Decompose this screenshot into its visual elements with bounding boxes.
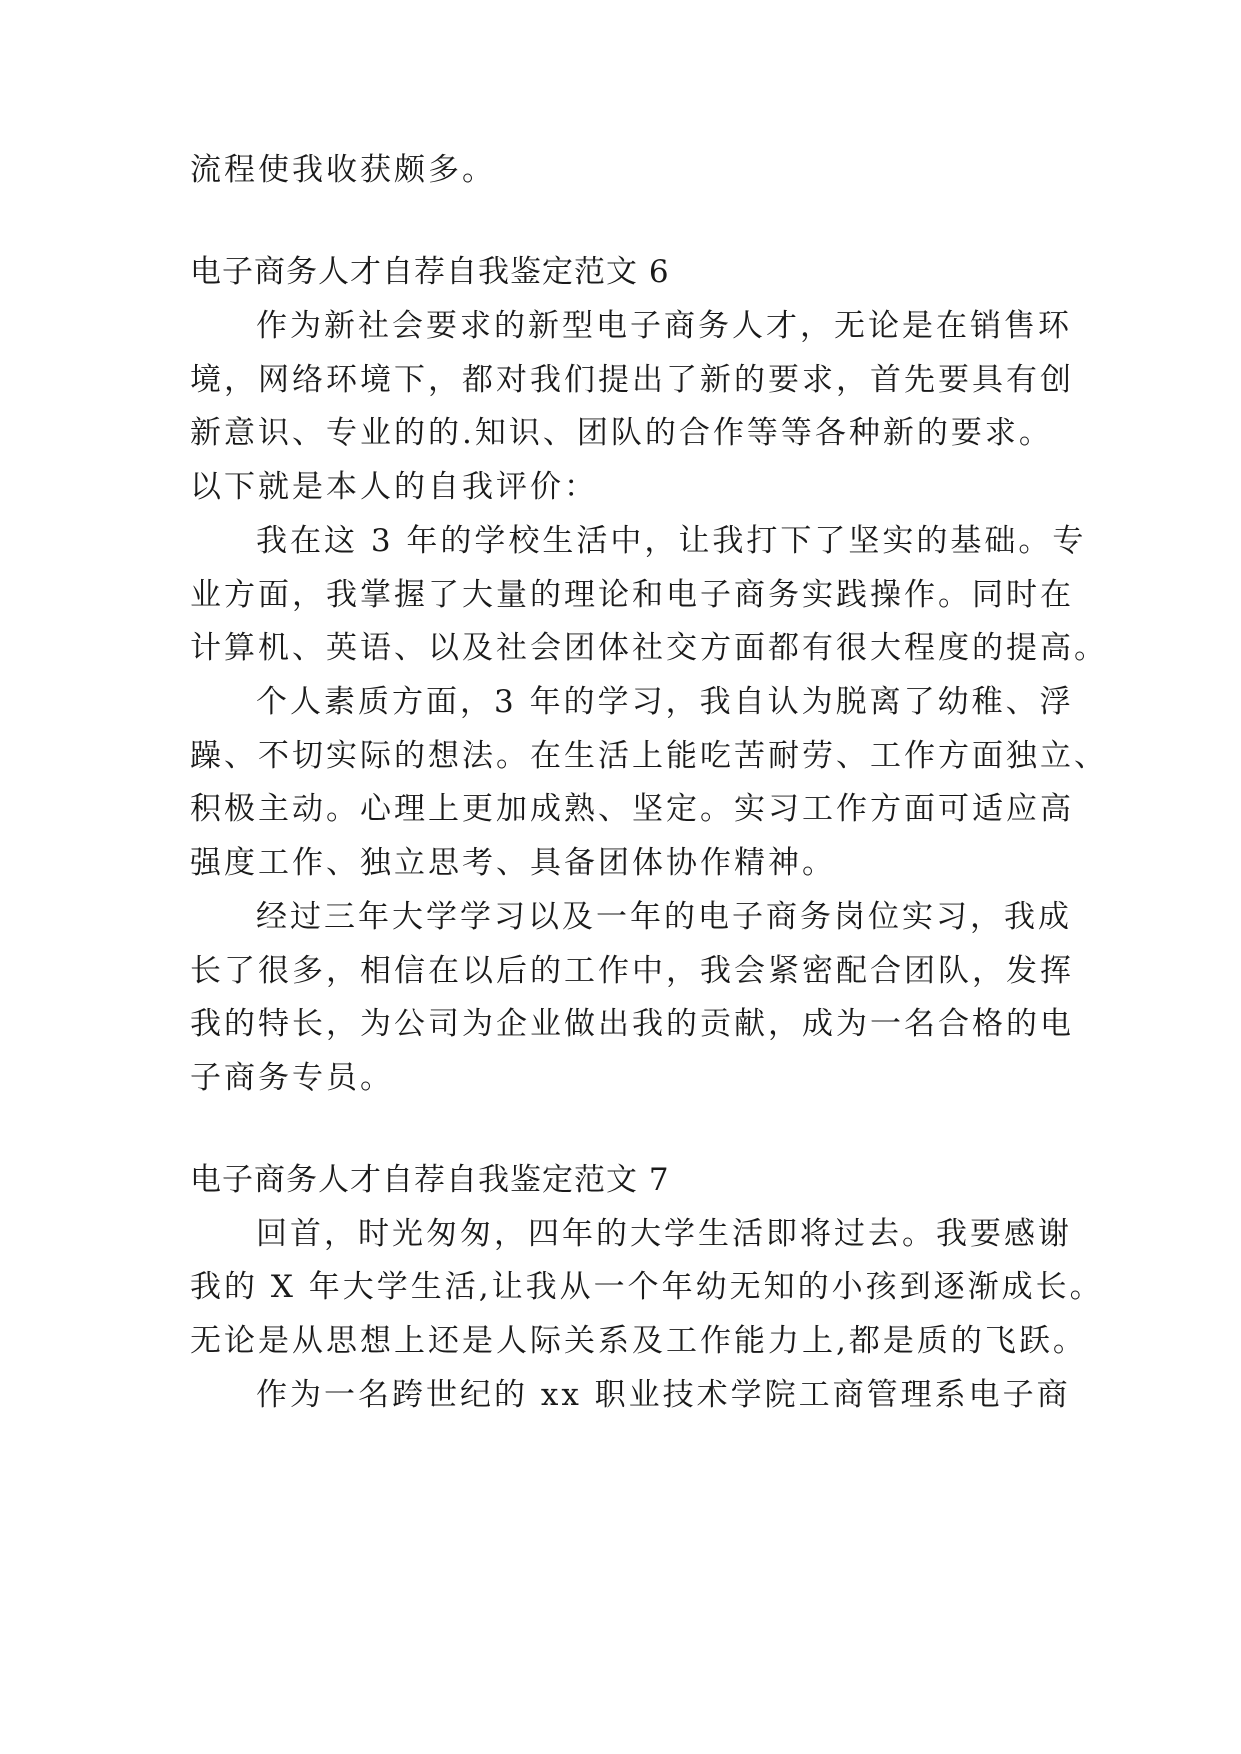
- text-line: 躁、不切实际的想法。在生活上能吃苦耐劳、工作方面独立、: [190, 738, 1108, 774]
- text-line: 个人素质方面，3 年的学习，我自认为脱离了幼稚、浮: [256, 684, 1074, 720]
- section-heading: 电子商务人才自荐自我鉴定范文 7: [190, 1162, 670, 1198]
- text-line: 作为新社会要求的新型电子商务人才，无论是在销售环: [256, 308, 1072, 344]
- text-line: 回首，时光匆匆，四年的大学生活即将过去。我要感谢: [256, 1216, 1072, 1252]
- text-line: 我在这 3 年的学校生活中，让我打下了坚实的基础。专: [256, 523, 1087, 559]
- text-line: 积极主动。心理上更加成熟、坚定。实习工作方面可适应高: [190, 791, 1074, 827]
- text-line: 强度工作、独立思考、具备团体协作精神。: [190, 845, 836, 881]
- text-line: 作为一名跨世纪的 xx 职业技术学院工商管理系电子商: [256, 1377, 1071, 1413]
- text-line: 子商务专员。: [190, 1060, 394, 1096]
- text-line: 我的特长，为公司为企业做出我的贡献，成为一名合格的电: [190, 1006, 1074, 1042]
- text-line: 流程使我收获颇多。: [190, 152, 496, 188]
- text-line: 业方面，我掌握了大量的理论和电子商务实践操作。同时在: [190, 577, 1074, 613]
- text-line: 计算机、英语、以及社会团体社交方面都有很大程度的提高。: [190, 630, 1108, 666]
- text-line: 境，网络环境下，都对我们提出了新的要求，首先要具有创: [190, 362, 1074, 398]
- text-line: 我的 X 年大学生活,让我从一个年幼无知的小孩到逐渐成长。: [190, 1269, 1104, 1305]
- text-line: 经过三年大学学习以及一年的电子商务岗位实习，我成: [256, 899, 1072, 935]
- text-line: 长了很多，相信在以后的工作中，我会紧密配合团队，发挥: [190, 953, 1074, 989]
- text-line: 无论是从思想上还是人际关系及工作能力上,都是质的飞跃。: [190, 1323, 1087, 1359]
- text-line: 新意识、专业的的.知识、团队的合作等等各种新的要求。: [190, 415, 1053, 451]
- text-line: 以下就是本人的自我评价：: [190, 469, 598, 505]
- section-heading: 电子商务人才自荐自我鉴定范文 6: [190, 254, 670, 290]
